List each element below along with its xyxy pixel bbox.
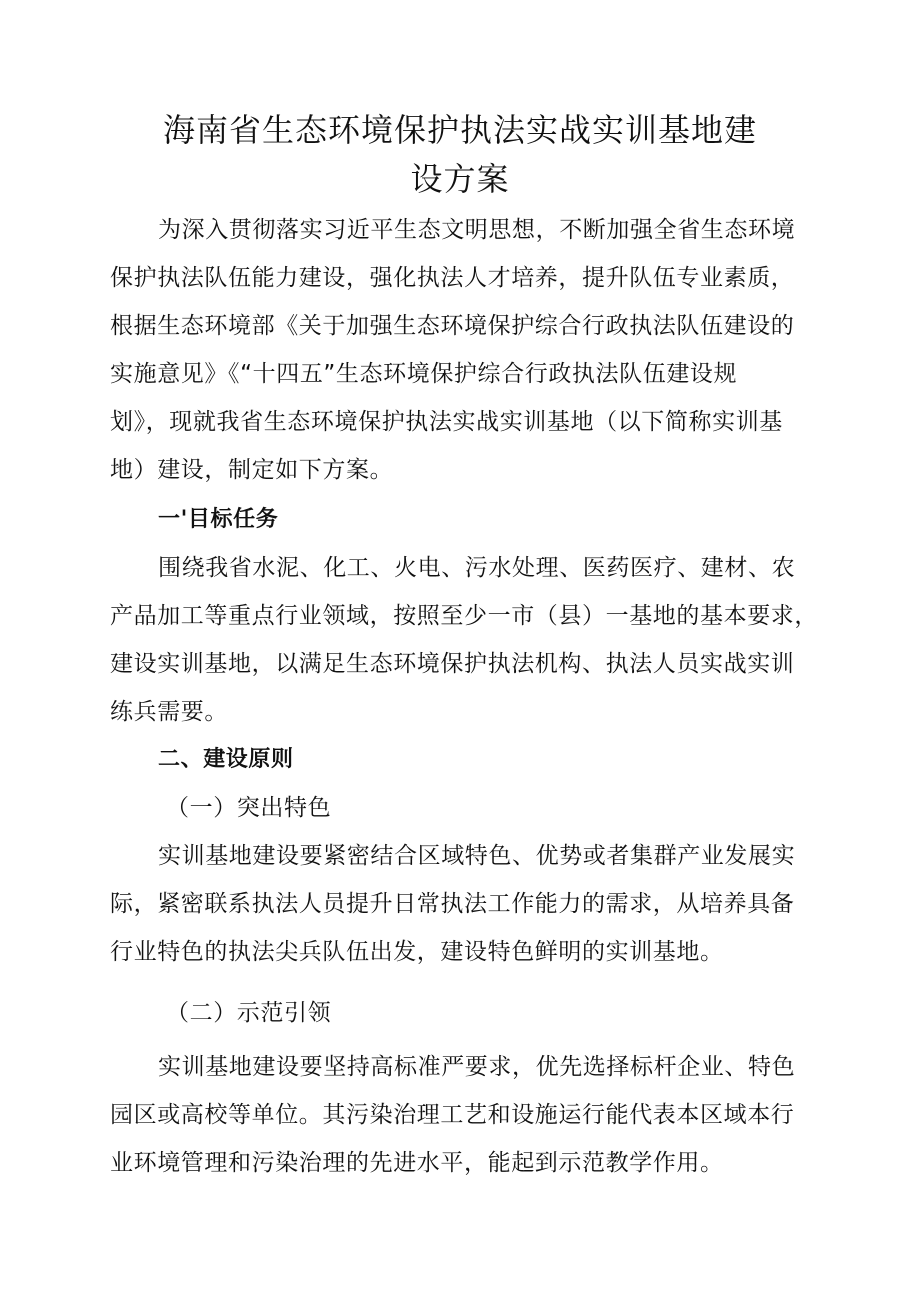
intro-paragraph-line: 地）建设，制定如下方案。 [110,457,394,483]
intro-paragraph-line: 根据生态环境部《关于加强生态环境保护综合行政执法队伍建设的 [110,313,795,339]
intro-paragraph-line: 实施意见》《“十四五”生态环境保护综合行政执法队伍建设规 [110,361,738,387]
subsection-2-line: 园区或高校等单位。其污染治理工艺和设施运行能代表本区域本行 [110,1102,795,1128]
intro-paragraph-line: 划》，现就我省生态环境保护执法实战实训基地（以下简称实训基 [110,409,783,435]
subsection-1-line: 实训基地建设要紧密结合区域特色、优势或者集群产业发展实 [158,843,796,869]
subsection-1-line: 际，紧密联系执法人员提升日常执法工作能力的需求，从培养具备 [110,891,795,917]
subsection-2-heading: （二）示范引领 [166,1000,332,1026]
subsection-1-heading: （一）突出特色 [166,795,332,821]
intro-paragraph-line: 保护执法队伍能力建设，强化执法人才培养，提升队伍专业素质， [110,265,795,291]
document-title-line-2: 设方案 [410,160,510,198]
section-1-line: 围绕我省水泥、化工、火电、污水处理、医药医疗、建材、农 [158,555,796,581]
section-1-line: 建设实训基地，以满足生态环境保护执法机构、执法人员实战实训 [110,651,795,677]
subsection-2-line: 实训基地建设要坚持高标准严要求，优先选择标杆企业、特色 [158,1054,796,1080]
section-1-heading: 一'目标任务 [158,507,279,532]
subsection-1-line: 行业特色的执法尖兵队伍出发，建设特色鲜明的实训基地。 [110,939,724,965]
subsection-2-line: 业环境管理和污染治理的先进水平，能起到示范教学作用。 [110,1150,724,1176]
document-title-line-1: 海南省生态环境保护执法实战实训基地建 [162,111,757,149]
section-2-heading: 二、建设原则 [158,747,294,772]
section-1-line: 练兵需要。 [110,699,228,725]
section-1-line: 产品加工等重点行业领域，按照至少一市（县）一基地的基本要求， [110,603,818,629]
intro-paragraph-line: 为深入贯彻落实习近平生态文明思想，不断加强全省生态环境 [158,217,796,243]
